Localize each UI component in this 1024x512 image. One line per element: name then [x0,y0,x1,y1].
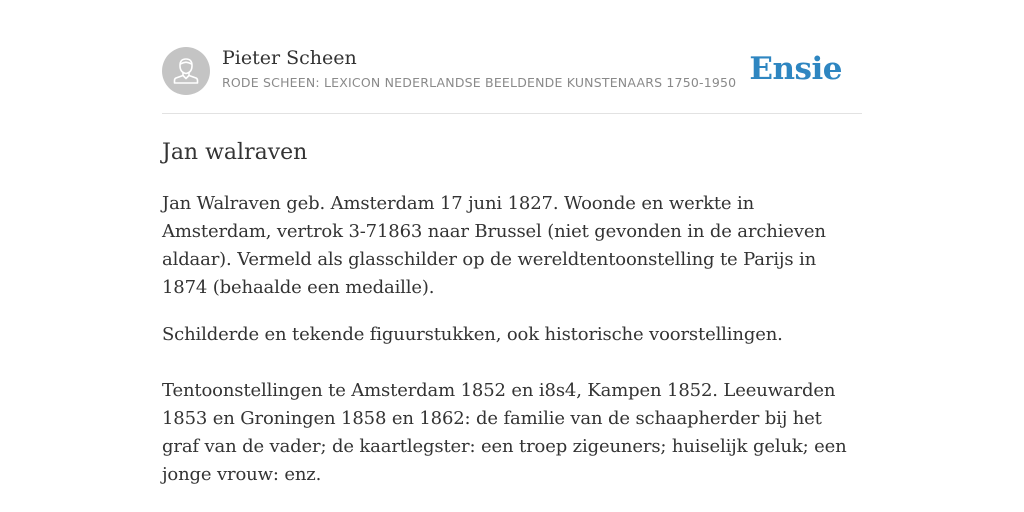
brand-logo[interactable]: Ensie [749,51,842,87]
article-body [162,190,862,508]
paragraph: Tentoonstellingen te Amsterdam 1852 en i8s4, Kampen 1852. Leeuwarden 1853 en Groningen 1858 en 1862: de familie van de schaapherder bij het graf van de vader; de kaartlegster: een troep zigeuners; huiselijk geluk; een jonge vrouw: enz. [162,380,847,485]
paragraph: Schilderde en tekende figuurstukken, ook historische voorstellingen. [162,324,783,345]
avatar[interactable] [162,47,210,95]
article-header [162,46,862,98]
paragraph: Jan Walraven geb. Amsterdam 17 juni 1827. Woonde en werkte in Amsterdam, vertrok 3-71863 naar Brussel (niet gevonden in de archieven aldaar). Vermeld als glasschilder op de wereldtentoonstelling te Parijs in 1874 (behaalde een medaille). [162,193,826,298]
author-name[interactable]: Pieter Scheen [222,47,357,69]
header-divider [162,113,862,114]
user-icon [162,47,210,95]
page-title: Jan walraven [162,140,308,165]
source-title[interactable]: RODE SCHEEN: LEXICON NEDERLANDSE BEELDENDE KUNSTENAARS 1750-1950 [222,75,737,90]
